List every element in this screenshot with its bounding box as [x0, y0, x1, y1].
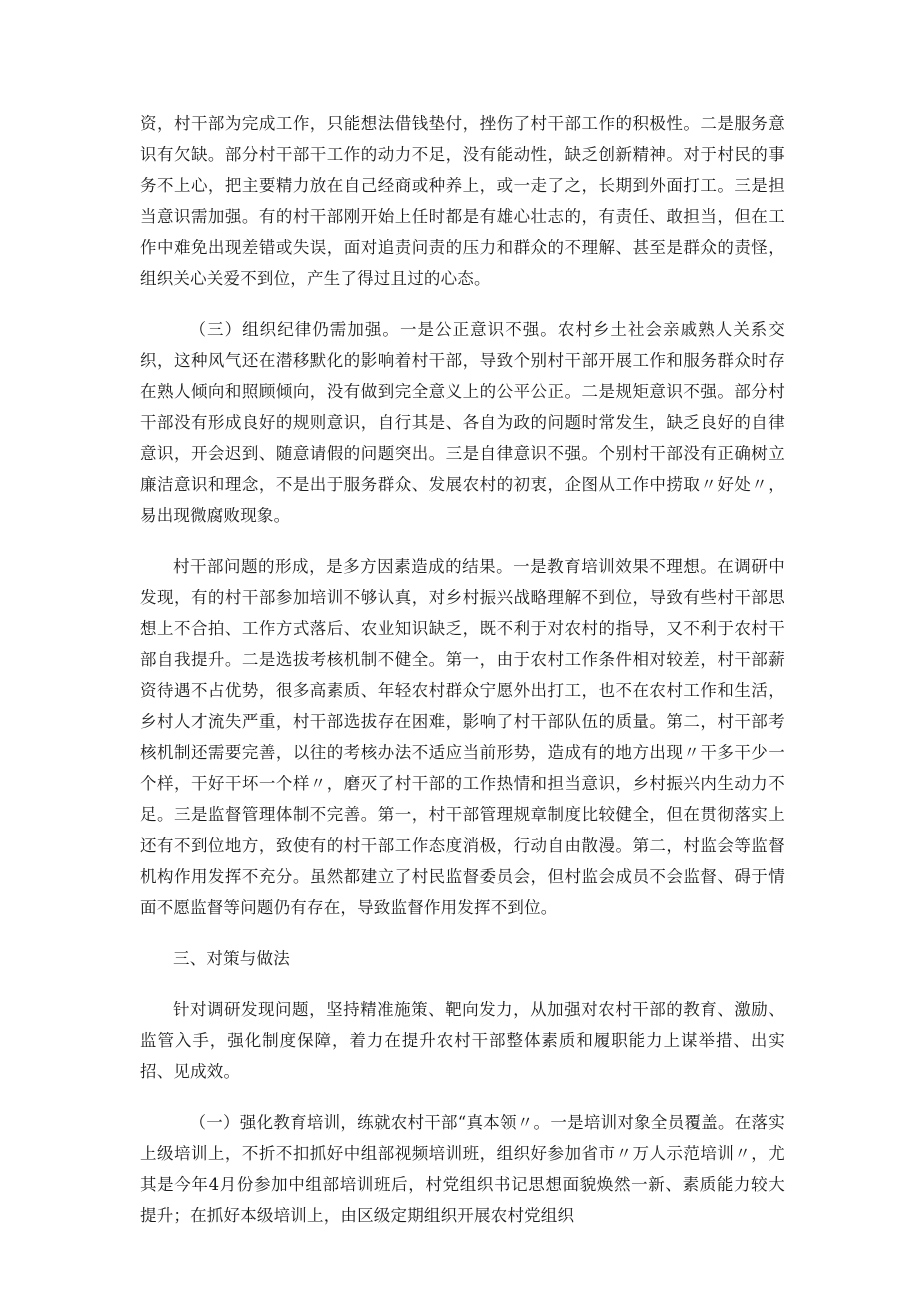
- paragraph-education-training: （一）强化教育培训，练就农村干部“真本领〃。一是培训对象全员覆盖。在落实上级培训上，不折不扣抓好中组部视频培训班，组织好参加省市〃万人示范培训〃，尤其是今年4月份参加中组部培训班后，村党组织书记思想面貌焕然一新、素质能力较大提升；在抓好本级培训上，由区级定期组织开展农村党组织: [140, 1113, 785, 1225]
- document-page: [140, 108, 785, 1251]
- paragraph-organizational-discipline: （三）组织纪律仍需加强。一是公正意识不强。农村乡土社会亲戚熟人关系交织，这种风气还在潜移默化的影响着村干部，导致个别村干部开展工作和服务群众时存在熟人倾向和照顾倾向，没有做到完全意义上的公平公正。二是规矩意识不强。部分村干部没有形成良好的规则意识，自行其是、各自为政的问题时常发生，缺乏良好的自律意识，开会迟到、随意请假的问题突出。三是自律意识不强。个别村干部没有正确树立廉洁意识和理念，不是出于服务群众、发展农村的初衷，企图从工作中捞取〃好处〃，易出现微腐败现象。: [140, 320, 785, 525]
- paragraph-countermeasures-intro: 针对调研发现问题，坚持精准施策、靶向发力，从加强对农村干部的教育、激励、监管入手，强化制度保障，着力在提升农村干部整体素质和履职能力上谋举措、出实招、见成效。: [140, 1000, 785, 1081]
- paragraph-problem-causes: 村干部问题的形成，是多方因素造成的结果。一是教育培训效果不理想。在调研中发现，有的村干部参加培训不够认真，对乡村振兴战略理解不到位，导致有些村干部思想上不合拍、工作方式落后、农业知识缺乏，既不利于对农村的指导，又不利于农村干部自我提升。二是选拔考核机制不健全。第一，由于农村工作条件相对较差，村干部薪资待遇不占优势，很多高素质、年轻农村群众宁愿外出打工，也不在农村工作和生活，乡村人才流失严重，村干部选拔存在困难，影响了村干部队伍的质量。第二，村干部考核机制还需要完善，以往的考核办法不适应当前形势，造成有的地方出现〃干多干少一个样，干好干坏一个样〃，磨灭了村干部的工作热情和担当意识，乡村振兴内生动力不足。三是监督管理体制不完善。第一，村干部管理规章制度比较健全，但在贯彻落实上还有不到位地方，致使有的村干部工作态度消极，行动自由散漫。第二，村监会等监督机构作用发挥不充分。虽然都建立了村民监督委员会，但村监会成员不会监督、碍于情面不愿监督等问题仍有存在，导致监督作用发挥不到位。: [140, 557, 785, 917]
- paragraph-service-awareness: 资，村干部为完成工作，只能想法借钱垫付，挫伤了村干部工作的积极性。二是服务意识有欠缺。部分村干部干工作的动力不足，没有能动性，缺乏创新精神。对于村民的事务不上心，把主要精力放在自己经商或种养上，或一走了之，长期到外面打工。三是担当意识需加强。有的村干部刚开始上任时都是有雄心壮志的，有责任、敢担当，但在工作中难免出现差错或失误，面对追责问责的压力和群众的不理解、甚至是群众的责怪，组织关心关爱不到位，产生了得过且过的心态。: [140, 114, 785, 288]
- section-heading-countermeasures: 三、对策与做法: [173, 949, 290, 968]
